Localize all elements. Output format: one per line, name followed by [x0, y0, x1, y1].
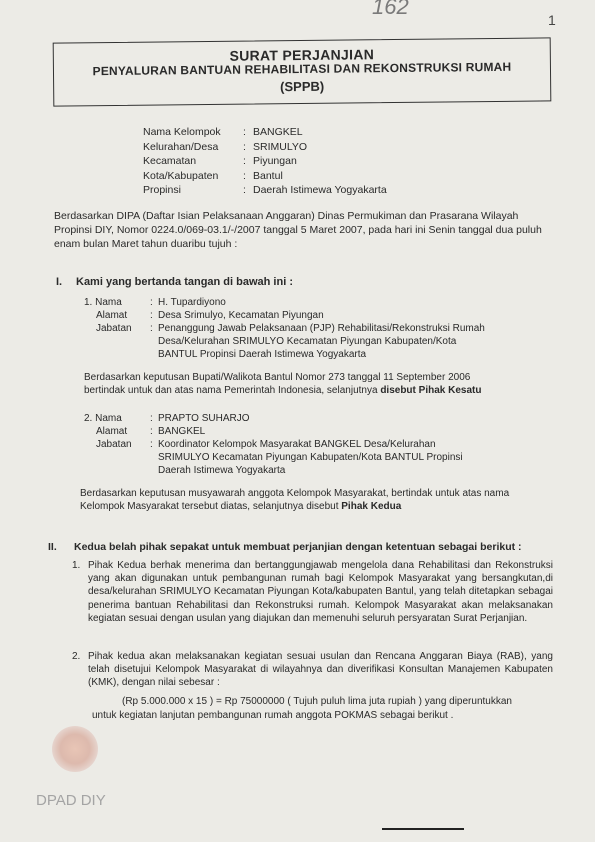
- section-title: Kedua belah pihak sepakat untuk membuat perjanjian dengan ketentuan sebagai berikut :: [74, 541, 522, 553]
- party-label: Jabatan: [96, 323, 132, 334]
- title-line1: SURAT PERJANJIAN: [229, 46, 375, 64]
- agreement-item: [72, 559, 553, 625]
- archive-seal: [52, 726, 98, 772]
- identity-label: Kecamatan: [143, 155, 197, 167]
- party-value: Desa Srimulyo, Kecamatan Piyungan: [158, 310, 324, 321]
- identity-row: Nama Kelompok : BANGKEL: [143, 126, 303, 138]
- edge-mark: 1: [548, 12, 556, 28]
- party-label: 2. Nama: [84, 413, 122, 424]
- party-2: 2. Nama : PRAPTO SUHARJO Alamat : BANGKEL Jabatan : Koordinator Kelompok Masyarakat BANGKEL Desa/Kelurahan SRIMULYO Kecamatan Piyungan Kabupaten/Kota BANTUL Propinsi Daerah Istimewa Yogyakarta: [84, 412, 488, 477]
- party-value: PRAPTO SUHARJO: [158, 413, 250, 424]
- title-line2: PENYALURAN BANTUAN REHABILITASI DAN REKONSTRUKSI RUMAH: [92, 59, 512, 79]
- title-line3: (SPPB): [280, 78, 325, 95]
- intro-paragraph: Berdasarkan DIPA (Daftar Isian Pelaksanaan Anggaran) Dinas Permukiman dan Prasarana Wilayah Propinsi DIY, Nomor 0224.0/069-03.1/-/2007 tanggal 5 Maret 2007, pada hari ini Senin tanggal dua puluh enam bulan Maret tahun duaribu tujuh :: [54, 210, 542, 250]
- party-value: Koordinator Kelompok Masyarakat BANGKEL Desa/Kelurahan SRIMULYO Kecamatan Piyungan Kabupaten/Kota BANTUL Propinsi Daerah Istimewa Yogyakarta: [158, 439, 463, 476]
- party-role: Pihak Kedua: [341, 501, 402, 512]
- item-text: Pihak Kedua berhak menerima dan bertanggungjawab mengelola dana Rehabilitasi dan Rekonstruksi yang akan digunakan untuk pembangunan rumah bagi Kelompok Masyarakat yang bersangkutan,di desa/kelurahan SRIMULYO Kecamatan Piyungan Kota/kabupaten Bantul, yang telah ditetapkan sebagai penerima bantuan Rehabilitasi dan Rekonstruksi rumah. Kelompok Masyarakat akan melaksanakan kegiatan sesuai dengan usulan yang diajukan dan memenuhi seluruh persyaratan Surat Perjanjian.: [88, 560, 553, 624]
- party-value: Penanggung Jawab Pelaksanaan (PJP) Rehabilitasi/Rekonstruksi Rumah Desa/Kelurahan SRIMULYO Kecamatan Piyungan Kabupaten/Kota BANTUL Propinsi Daerah Istimewa Yogyakarta: [158, 323, 485, 360]
- agreement-item: [72, 650, 553, 690]
- archive-watermark: DPAD DIY: [36, 792, 106, 809]
- footer-rule: [382, 828, 464, 830]
- identity-block: [143, 125, 387, 198]
- party-number: 2.: [84, 413, 93, 424]
- identity-value: BANGKEL: [253, 126, 303, 138]
- identity-value: Daerah Istimewa Yogyakarta: [253, 184, 387, 196]
- identity-value: SRIMULYO: [253, 140, 308, 153]
- item-number: 1.: [72, 560, 81, 571]
- identity-value: Piyungan: [253, 155, 297, 167]
- party-role: disebut Pihak Kesatu: [380, 385, 482, 396]
- party-1-note: Berdasarkan keputusan Bupati/Walikota Bantul Nomor 273 tanggal 11 September 2006 bertindak untuk dan atas nama Pemerintah Indonesia, selanjutnya disebut Pihak Kesatu: [84, 372, 482, 396]
- party-2-note: Berdasarkan keputusan musyawarah anggota Kelompok Masyarakat, bertindak untuk atas nama Kelompok Masyarakat tersebut diatas, selanjutnya disebut Pihak Kedua: [80, 488, 510, 512]
- identity-row: Kota/Kabupaten : Bantul: [143, 169, 283, 182]
- item-number: 2.: [72, 651, 81, 662]
- party-value: BANGKEL: [158, 426, 206, 437]
- section-title: Kami yang bertanda tangan di bawah ini :: [76, 276, 293, 288]
- identity-row: Propinsi : Daerah Istimewa Yogyakarta: [143, 184, 387, 196]
- amount-line-continued: untuk kegiatan lanjutan pembangunan rumah anggota POKMAS sebagai berikut .: [92, 710, 454, 721]
- section-1-heading: [56, 275, 293, 289]
- page-number-mark: 162: [372, 0, 409, 19]
- party-label: Jabatan: [96, 439, 132, 450]
- identity-value: Bantul: [253, 169, 283, 182]
- title-box: [53, 37, 552, 106]
- identity-label: Kota/Kabupaten: [143, 169, 219, 182]
- party-label: 1. Nama: [84, 297, 122, 308]
- party-value: H. Tupardiyono: [158, 297, 226, 308]
- section-2-heading: [48, 541, 522, 553]
- section-number: I.: [56, 276, 63, 288]
- party-number: 1.: [84, 297, 93, 308]
- party-label: Alamat: [96, 426, 128, 437]
- party-1: 1. Nama : H. Tupardiyono Alamat : Desa Srimulyo, Kecamatan Piyungan Jabatan : Penanggung Jawab Pelaksanaan (PJP) Rehabilitasi/Rekonstruksi Rumah Desa/Kelurahan SRIMULYO Kecamatan Piyungan Kabupaten/Kota BANTUL Propinsi Daerah Istimewa Yogyakarta: [84, 296, 488, 361]
- section-number: II.: [48, 541, 57, 553]
- amount-line: (Rp 5.000.000 x 15 ) = Rp 75000000 ( Tujuh puluh lima juta rupiah ) yang diperuntukkan: [122, 696, 512, 707]
- item-text: Pihak kedua akan melaksanakan kegiatan sesuai usulan dan Rencana Anggaran Biaya (RAB), yang telah disetujui Kelompok Masyarakat di wilayahnya dan diverifikasi Konsultan Manajemen Kabupaten (KMK), dengan nilai sebesar :: [88, 651, 553, 689]
- identity-label: Nama Kelompok: [143, 126, 221, 138]
- identity-row: Kecamatan : Piyungan: [143, 155, 297, 167]
- party-label: Alamat: [96, 310, 128, 321]
- identity-row: Kelurahan/Desa : SRIMULYO: [143, 140, 308, 153]
- identity-label: Kelurahan/Desa: [143, 140, 219, 153]
- identity-label: Propinsi: [143, 184, 181, 196]
